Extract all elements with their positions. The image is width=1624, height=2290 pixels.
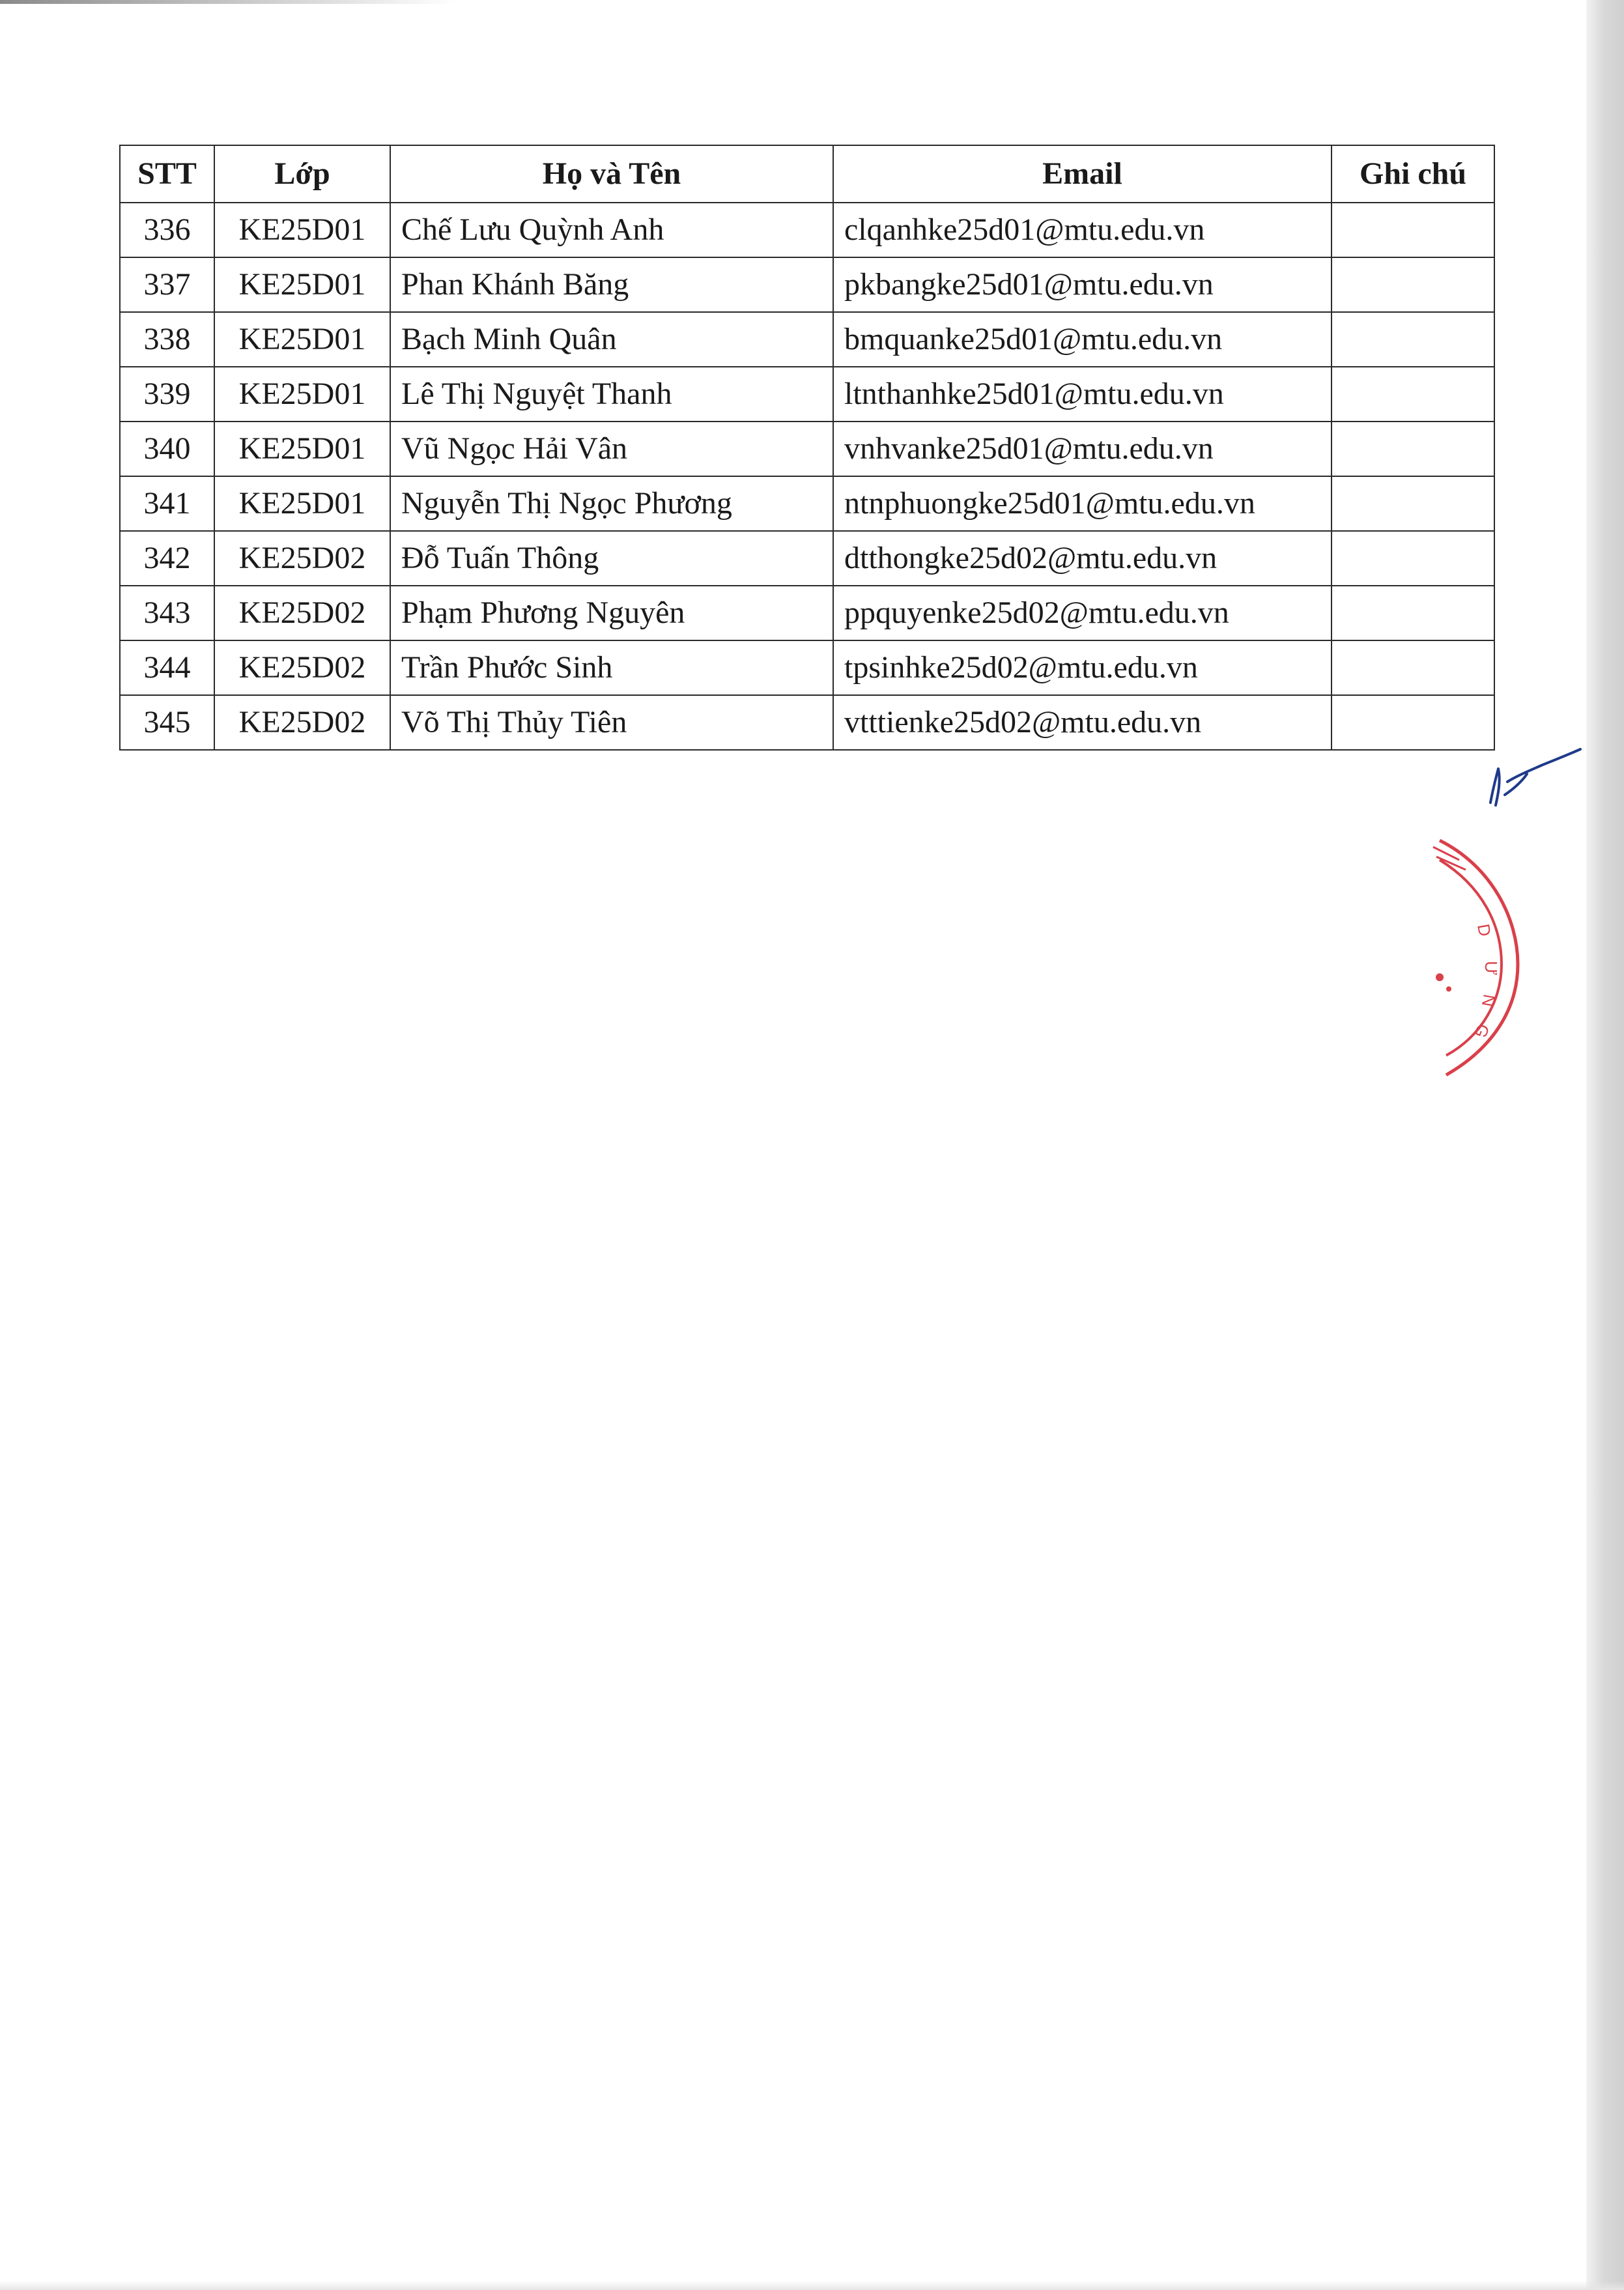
cell-stt: 341 [120, 476, 214, 531]
cell-class: KE25D01 [214, 367, 390, 422]
cell-class: KE25D01 [214, 476, 390, 531]
scan-shadow-right [1586, 0, 1624, 2290]
cell-email: pkbangke25d01@mtu.edu.vn [833, 257, 1332, 312]
cell-stt: 339 [120, 367, 214, 422]
svg-text:D: D [1474, 922, 1495, 938]
cell-class: KE25D02 [214, 640, 390, 695]
cell-stt: 340 [120, 422, 214, 476]
cell-note [1332, 367, 1494, 422]
cell-class: KE25D01 [214, 257, 390, 312]
cell-name: Lê Thị Nguyệt Thanh [390, 367, 833, 422]
table-row [120, 476, 1494, 531]
header-name: Họ và Tên [390, 145, 833, 203]
scan-shadow-top [0, 0, 456, 4]
table-row [120, 531, 1494, 586]
cell-stt: 336 [120, 203, 214, 257]
table-header-row [120, 145, 1494, 203]
handwritten-initials-icon [1479, 743, 1583, 814]
cell-name: Võ Thị Thủy Tiên [390, 695, 833, 750]
svg-text:N: N [1477, 992, 1500, 1009]
cell-class: KE25D02 [214, 695, 390, 750]
cell-email: tpsinhke25d02@mtu.edu.vn [833, 640, 1332, 695]
cell-note [1332, 586, 1494, 640]
cell-email: clqanhke25d01@mtu.edu.vn [833, 203, 1332, 257]
cell-class: KE25D01 [214, 422, 390, 476]
table-row [120, 586, 1494, 640]
cell-class: KE25D02 [214, 531, 390, 586]
table-row [120, 203, 1494, 257]
header-stt: STT [120, 145, 214, 203]
cell-stt: 343 [120, 586, 214, 640]
header-class: Lớp [214, 145, 390, 203]
cell-email: ppquyenke25d02@mtu.edu.vn [833, 586, 1332, 640]
cell-note [1332, 695, 1494, 750]
cell-email: dtthongke25d02@mtu.edu.vn [833, 531, 1332, 586]
cell-stt: 345 [120, 695, 214, 750]
cell-email: vnhvanke25d01@mtu.edu.vn [833, 422, 1332, 476]
table-row [120, 257, 1494, 312]
cell-name: Chế Lưu Quỳnh Anh [390, 203, 833, 257]
cell-stt: 337 [120, 257, 214, 312]
cell-note [1332, 203, 1494, 257]
table-row [120, 640, 1494, 695]
cell-name: Phan Khánh Băng [390, 257, 833, 312]
cell-name: Trần Phước Sinh [390, 640, 833, 695]
cell-email: ltnthanhke25d01@mtu.edu.vn [833, 367, 1332, 422]
header-email: Email [833, 145, 1332, 203]
table-row [120, 312, 1494, 367]
table-row [120, 422, 1494, 476]
cell-class: KE25D01 [214, 203, 390, 257]
svg-text:G: G [1470, 1021, 1494, 1041]
cell-stt: 342 [120, 531, 214, 586]
table-row [120, 367, 1494, 422]
cell-note [1332, 531, 1494, 586]
cell-class: KE25D01 [214, 312, 390, 367]
scan-shadow-bottom [0, 2281, 1624, 2290]
cell-class: KE25D02 [214, 586, 390, 640]
header-note: Ghi chú [1332, 145, 1494, 203]
cell-note [1332, 257, 1494, 312]
cell-note [1332, 640, 1494, 695]
svg-text:Ư: Ư [1481, 961, 1501, 976]
cell-name: Nguyễn Thị Ngọc Phương [390, 476, 833, 531]
cell-email: bmquanke25d01@mtu.edu.vn [833, 312, 1332, 367]
cell-name: Vũ Ngọc Hải Vân [390, 422, 833, 476]
cell-name: Phạm Phương Nguyên [390, 586, 833, 640]
table-row [120, 695, 1494, 750]
cell-stt: 344 [120, 640, 214, 695]
cell-note [1332, 476, 1494, 531]
cell-name: Đỗ Tuấn Thông [390, 531, 833, 586]
cell-note [1332, 312, 1494, 367]
cell-stt: 338 [120, 312, 214, 367]
red-seal-stamp-icon [1420, 827, 1531, 1088]
cell-name: Bạch Minh Quân [390, 312, 833, 367]
cell-email: vtttienke25d02@mtu.edu.vn [833, 695, 1332, 750]
cell-note [1332, 422, 1494, 476]
student-email-table [119, 145, 1495, 751]
cell-email: ntnphuongke25d01@mtu.edu.vn [833, 476, 1332, 531]
